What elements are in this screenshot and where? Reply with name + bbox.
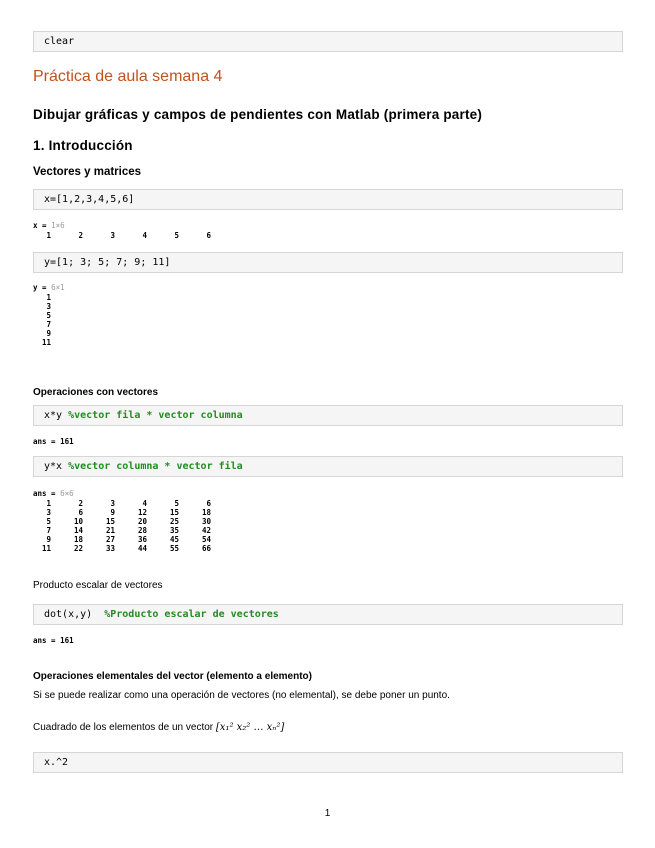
output-cell: 9 <box>46 535 51 544</box>
output-cell: 2 <box>78 231 83 240</box>
page-number: 1 <box>324 808 331 819</box>
page-title: Práctica de aula semana 4 <box>33 68 223 85</box>
code-cell-x-squared[interactable] <box>33 752 623 773</box>
section-heading-introduccion: 1. Introducción <box>33 138 133 153</box>
output-cell: 7 <box>46 320 51 329</box>
output-y-header <box>33 284 65 293</box>
code-cell-y[interactable] <box>33 252 623 273</box>
output-cell: 9 <box>110 508 115 517</box>
output-cell: 3 <box>46 508 51 517</box>
output-cell: 4 <box>142 499 147 508</box>
code-cell-yx[interactable] <box>33 456 623 477</box>
output-cell: 9 <box>46 329 51 338</box>
output-cell: 1 <box>46 499 51 508</box>
output-cell: 10 <box>73 517 83 526</box>
output-label: ans = <box>33 489 61 498</box>
output-cell: 18 <box>201 508 211 517</box>
code-cell-x[interactable] <box>33 189 623 210</box>
text-elemental-explicacion: Si se puede realizar como una operación de vectores (no elemental), se debe poner un punto. <box>33 690 450 701</box>
output-label: y = <box>33 283 52 292</box>
output-cell: 5 <box>174 499 179 508</box>
output-cell: 54 <box>201 535 211 544</box>
output-cell: 3 <box>46 302 51 311</box>
output-cell: 28 <box>137 526 147 535</box>
output-cell: 12 <box>137 508 147 517</box>
output-cell: 6 <box>78 508 83 517</box>
code-text: x=[1,2,3,4,5,6] <box>44 194 135 205</box>
output-cell: 1 <box>46 293 51 302</box>
output-cell: 5 <box>46 517 51 526</box>
output-cell: 3 <box>110 499 115 508</box>
output-cell: 35 <box>169 526 179 535</box>
subtitle: Dibujar gráficas y campos de pendientes con Matlab (primera parte) <box>33 107 483 122</box>
output-cell: 6 <box>206 499 211 508</box>
heading-operaciones-vectores: Operaciones con vectores <box>33 387 159 398</box>
output-cell: 15 <box>105 517 115 526</box>
output-size: 6×1 <box>51 283 65 292</box>
output-cell: 15 <box>169 508 179 517</box>
code-comment: %vector columna * vector fila <box>68 461 243 472</box>
output-xy: ans = 161 <box>33 437 74 446</box>
output-cell: 5 <box>174 231 179 240</box>
output-cell: 1 <box>46 231 51 240</box>
code-text: y=[1; 3; 5; 7; 9; 11] <box>44 257 171 268</box>
output-x-header <box>33 222 65 231</box>
output-cell: 22 <box>73 544 83 553</box>
output-cell: 44 <box>137 544 147 553</box>
code-comment: %vector fila * vector columna <box>68 410 243 421</box>
output-size: 1×6 <box>51 221 65 230</box>
output-cell: 7 <box>46 526 51 535</box>
output-size: 6×6 <box>60 489 74 498</box>
code-text: dot(x,y) <box>44 609 105 620</box>
output-cell: 11 <box>41 544 51 553</box>
output-cell: 5 <box>46 311 51 320</box>
output-cell: 30 <box>201 517 211 526</box>
heading-vectores-matrices: Vectores y matrices <box>33 166 142 178</box>
output-cell: 14 <box>73 526 83 535</box>
text-producto-escalar: Producto escalar de vectores <box>33 580 163 591</box>
output-cell: 55 <box>169 544 179 553</box>
code-cell-xy[interactable] <box>33 405 623 426</box>
output-cell: 20 <box>137 517 147 526</box>
cuadrado-label: Cuadrado de los elementos de un vector <box>33 722 214 733</box>
output-cell: 45 <box>169 535 179 544</box>
code-text: x*y <box>44 410 69 421</box>
output-cell: 42 <box>201 526 211 535</box>
output-yx-header <box>33 490 74 499</box>
output-cell: 36 <box>137 535 147 544</box>
output-cell: 2 <box>78 499 83 508</box>
output-cell: 4 <box>142 231 147 240</box>
code-cell-clear[interactable] <box>33 31 623 52</box>
output-label: x = <box>33 221 52 230</box>
output-cell: 3 <box>110 231 115 240</box>
output-cell: 25 <box>169 517 179 526</box>
code-comment: %Producto escalar de vectores <box>104 609 279 620</box>
code-text: clear <box>44 36 75 47</box>
code-text: y*x <box>44 461 69 472</box>
output-cell: 27 <box>105 535 115 544</box>
output-cell: 21 <box>105 526 115 535</box>
output-cell: 18 <box>73 535 83 544</box>
output-cell: 33 <box>105 544 115 553</box>
output-cell: 6 <box>206 231 211 240</box>
heading-operaciones-elementales: Operaciones elementales del vector (elemento a elemento) <box>33 671 312 682</box>
output-cell: 11 <box>41 338 51 347</box>
output-dot: ans = 161 <box>33 636 74 645</box>
text-cuadrado <box>33 722 284 733</box>
code-text: x.^2 <box>44 757 69 768</box>
code-cell-dot[interactable] <box>33 604 623 625</box>
math-expression: [x₁² x₂² … xₙ²] <box>215 722 285 733</box>
output-cell: 66 <box>201 544 211 553</box>
